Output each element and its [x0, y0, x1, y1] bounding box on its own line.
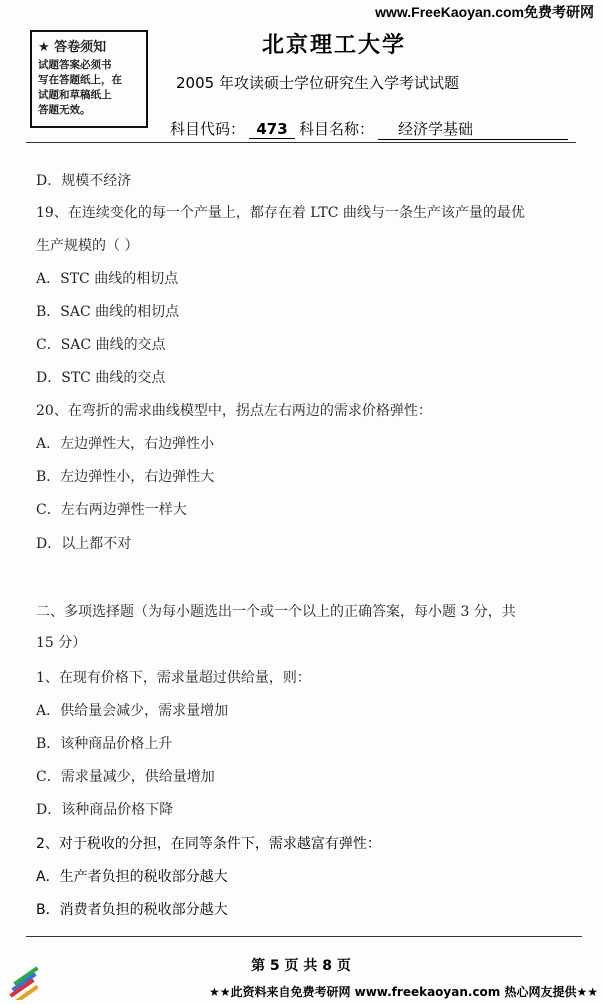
question-line: 生产规模的（ ）: [36, 238, 139, 254]
option-line: D．规模不经济: [36, 173, 132, 189]
notice-title: ★ 答卷须知: [38, 40, 107, 55]
option-line: D．STC 曲线的交点: [36, 370, 166, 386]
subject-name: 经济学基础: [378, 118, 568, 140]
option-line: D．以上都不对: [36, 536, 132, 552]
question-line: 1、在现有价格下，需求量超过供给量，则：: [36, 670, 311, 686]
option-line: C．SAC 曲线的交点: [36, 337, 166, 353]
option-line: A．生产者负担的税收部分越大: [36, 869, 228, 885]
section-heading: 二、多项选择题（为每小题选出一个或一个以上的正确答案，每小题 3 分，共: [36, 604, 516, 620]
notice-line: 答题无效。: [38, 104, 91, 116]
option-line: A．供给量会减少，需求量增加: [36, 703, 229, 719]
footer-divider: [26, 936, 582, 937]
answer-notice-box: [30, 30, 148, 128]
option-line: D．该种商品价格下降: [36, 802, 174, 818]
subject-code-label: 科目代码：: [170, 120, 246, 138]
question-line: 20、在弯折的需求曲线模型中，拐点左右两边的需求价格弹性：: [36, 403, 432, 419]
question-line: 2、对于税收的分担，在同等条件下，需求越富有弹性：: [36, 836, 381, 852]
header-divider: [26, 142, 576, 143]
notice-line: 试题答案必须书: [38, 59, 112, 71]
subject-code: 473: [249, 120, 295, 139]
option-line: A．左边弹性大，右边弹性小: [36, 436, 215, 452]
option-line: C．需求量减少，供给量增加: [36, 769, 215, 785]
site-watermark: www.FreeKaoyan.com免费考研网: [375, 4, 594, 20]
site-logo-icon: [4, 966, 44, 1000]
subject-name-label: 科目名称：: [299, 120, 375, 138]
page-number: 第 5 页 共 8 页: [251, 958, 351, 974]
notice-line: 试题和草稿纸上: [38, 89, 112, 101]
option-line: B．消费者负担的税收部分越大: [36, 902, 228, 918]
option-line: B．SAC 曲线的相切点: [36, 304, 180, 320]
notice-body: [38, 58, 140, 118]
option-line: B．左边弹性小，右边弹性大: [36, 469, 215, 485]
option-line: B．该种商品价格上升: [36, 736, 173, 752]
option-line: C．左右两边弹性一样大: [36, 502, 187, 518]
section-heading: 15 分）: [36, 635, 87, 651]
option-line: A．STC 曲线的相切点: [36, 271, 179, 287]
footer-banner: ★★此资料来自免费考研网 www.freekaoyan.com 热心网友提供★★: [208, 985, 598, 999]
subject-line: [170, 118, 570, 140]
university-name: 北京理工大学: [262, 32, 407, 58]
notice-line: 写在答题纸上，在: [38, 74, 122, 86]
exam-title: 2005 年攻读硕士学位研究生入学考试试题: [176, 74, 459, 92]
question-line: 19、在连续变化的每一个产量上，都存在着 LTC 曲线与一条生产该产量的最优: [36, 205, 525, 221]
